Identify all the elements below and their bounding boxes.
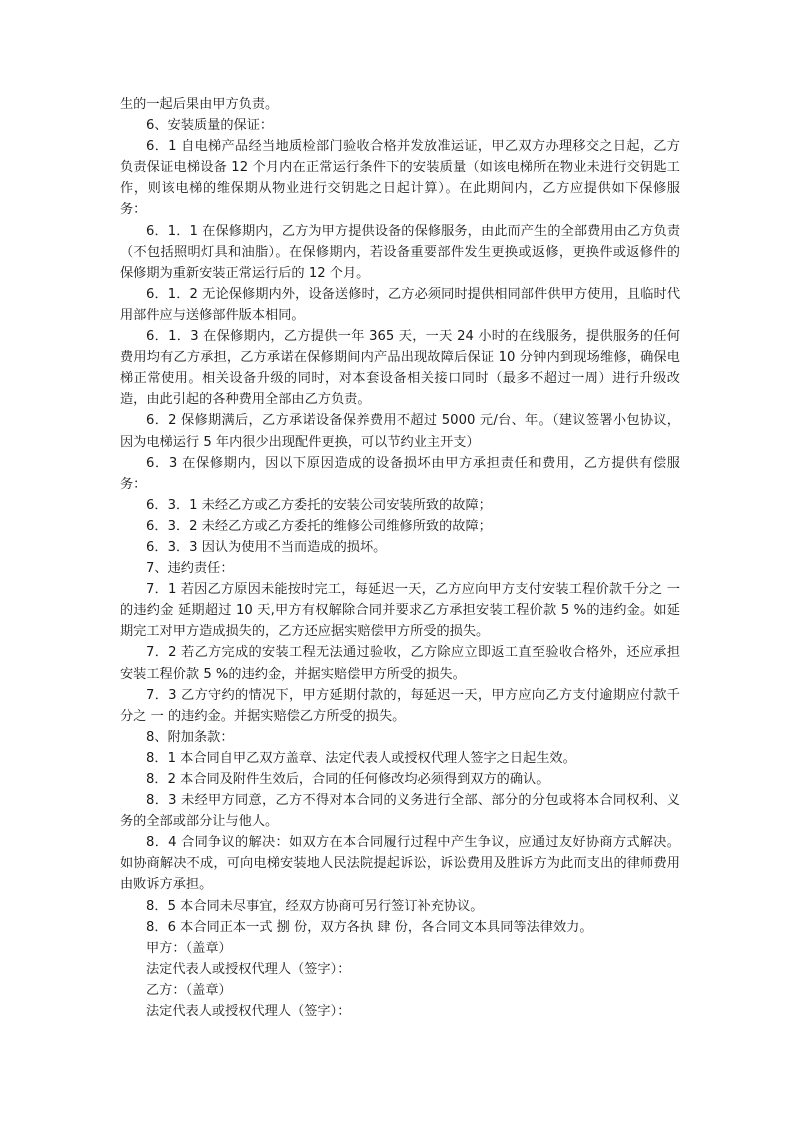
- clause-6-3-3: 6．3．3 因认为使用不当而造成的损坏。: [146, 539, 387, 555]
- clause-6-1-2: 6．1．2 无论保修期内外，设备送修时，乙方必须同时提供相同部件供甲方使用，且临时代用部件应与送修部件版本相同。: [120, 286, 680, 323]
- clause-7-3: 7．3 乙方守约的情况下，甲方延期付款的，每延迟一天，甲方应向乙方支付逾期应付款千分之 一 的违约金。并据实赔偿乙方所受的损失。: [120, 687, 680, 724]
- clause-8-5: 8．5 本合同未尽事宜，经双方协商可另行签订补充协议。: [146, 898, 484, 914]
- party-a-seal: 甲方：（盖章）: [146, 940, 232, 956]
- section-7-heading: 7、违约责任：: [146, 561, 234, 577]
- section-8-heading: 8、附加条款：: [146, 729, 234, 745]
- clause-7-1: 7．1 若因乙方原因未能按时完工，每延迟一天，乙方应向甲方支付安装工程价款千分之 一 的违约金 延期超过 10 天,甲方有权解除合同并要求乙方承担安装工程价款 5 %的违约金。如延期完工对甲方造成损失的，乙方还应据实赔偿甲方所受的损失。: [120, 582, 680, 640]
- clause-6-3: 6．3 在保修期内，因以下原因造成的设备损坏由甲方承担责任和费用，乙方提供有偿服务：: [120, 455, 680, 492]
- clause-6-1-1: 6．1．1 在保修期内，乙方为甲方提供设备的保修服务，由此而产生的全部费用由乙方负责（不包括照明灯具和油脂）。在保修期内，若设备重要部件发生更换或返修，更换件或返修件的保修期为重新安装正常运行后的 12 个月。: [120, 223, 680, 281]
- clause-6-1: 6．1 自电梯产品经当地质检部门验收合格并发放准运证，甲乙双方办理移交之日起，乙方负责保证电梯设备 12 个月内在正常运行条件下的安装质量（如该电梯所在物业未进行交钥匙工作，则该电梯的维保期从物业进行交钥匙之日起计算）。在此期间内，乙方应提供如下保修服务：: [120, 139, 680, 218]
- clause-8-3: 8．3 未经甲方同意，乙方不得对本合同的义务进行全部、部分的分包或将本合同权利、义务的全部或部分让与他人。: [120, 793, 680, 830]
- clause-8-2: 8．2 本合同及附件生效后，合同的任何修改均必须得到双方的确认。: [146, 772, 550, 787]
- clause-7-2: 7．2 若乙方完成的安装工程无法通过验收，乙方除应立即返工直至验收合格外，还应承担安装工程价款 5 %的违约金，并据实赔偿甲方所受的损失。: [120, 645, 680, 682]
- clause-6-1-3: 6．1．3 在保修期内，乙方提供一年 365 天，一天 24 小时的在线服务，提供服务的任何费用均有乙方承担，乙方承诺在保修期间内产品出现故障后保证 10 分钟内到现场维修，确保电梯正常使用。相关设备升级的同时，对本套设备相关接口同时（最多不超过一周）进行升级改造，由此引起的各种费用全部由乙方负责。: [120, 329, 680, 408]
- paragraph-continuation: 生的一起后果由甲方负责。: [120, 97, 279, 112]
- clause-8-1: 8．1 本合同自甲乙双方盖章、法定代表人或授权代理人签字之日起生效。: [146, 750, 576, 766]
- clause-6-2: 6．2 保修期满后，乙方承诺设备保养费用不超过 5000 元/台、年。（建议签署小包协议，因为电梯运行 5 年内很少出现配件更换，可以节约业主开支）: [120, 413, 680, 450]
- section-6-heading: 6、安装质量的保证：: [146, 118, 274, 134]
- clause-8-4: 8．4 合同争议的解决：如双方在本合同履行过程中产生争议，应通过友好协商方式解决。如协商解决不成，可向电梯安装地人民法院提起诉讼，诉讼费用及胜诉方为此而支出的律师费用由败诉方承担。: [120, 835, 680, 893]
- party-b-signature: 法定代表人或授权代理人（签字）：: [146, 1004, 351, 1020]
- clause-8-6: 8．6 本合同正本一式 捌 份，双方各执 肆 份，各合同文本具同等法律效力。: [146, 919, 593, 935]
- clause-6-3-2: 6．3．2 未经乙方或乙方委托的维修公司维修所致的故障；: [146, 518, 492, 534]
- document-body: [120, 94, 680, 1022]
- party-b-seal: 乙方：（盖章）: [146, 982, 232, 998]
- clause-6-3-1: 6．3．1 未经乙方或乙方委托的安装公司安装所致的故障；: [146, 497, 492, 513]
- party-a-signature: 法定代表人或授权代理人（签字）：: [146, 961, 351, 977]
